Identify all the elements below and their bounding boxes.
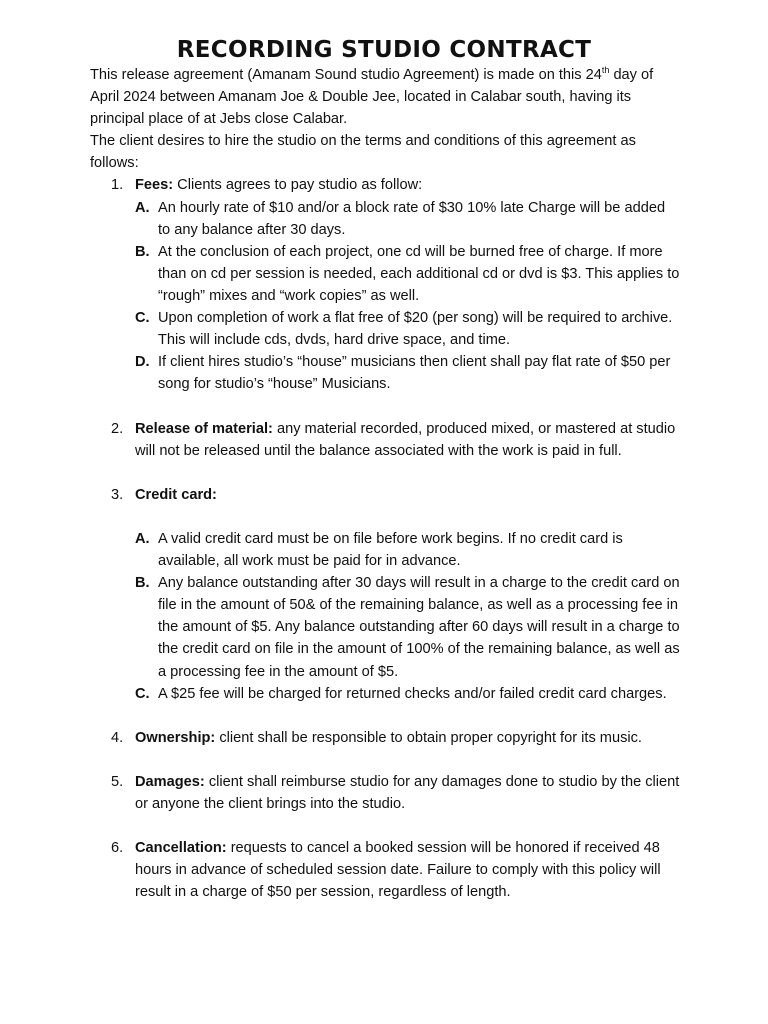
term-number: 4. [111,729,124,746]
sub-item [135,307,680,351]
sub-item-letter: B. [135,243,150,260]
term-number: 3. [111,486,124,503]
document-title: RECORDING STUDIO CONTRACT [176,37,592,63]
term-description: Clients agrees to pay studio as follow: [173,177,423,194]
sub-item [135,197,680,241]
term-heading: Release of material: [135,420,273,437]
term-description: any material recorded, produced mixed, or mastered at studio will not be released until the balance associated with the work is paid in full. [135,420,676,459]
intro-paragraph [90,64,680,130]
sub-item-letter: C. [135,685,150,702]
sub-item-text: At the conclusion of each project, one cd will be burned free of charge. If more than on cd per session is needed, each additional cd or dvd is $3. This applies to “rough” mixes and “work copies” as well. [158,243,680,304]
term-heading: Cancellation: [135,840,227,857]
term-release-of-material [90,418,680,484]
term-description: client shall be responsible to obtain proper copyright for its music. [215,729,642,746]
term-heading: Ownership: [135,729,216,746]
term-description: requests to cancel a booked session will be honored if received 48 hours in advance of scheduled session date. Failure to comply with this policy will result in a charge of $50 per session, regardless of length. [135,840,661,901]
term-heading: Damages: [135,774,205,790]
term-text [135,774,679,812]
sub-item-text: Upon completion of work a flat free of $20 (per song) will be required to archive. This will include cds, dvds, hard drive space, and time. [158,310,673,349]
sub-item-letter: A. [135,199,150,216]
terms-list [90,174,680,903]
contract-body [90,64,680,904]
sub-item-text: Any balance outstanding after 30 days will result in a charge to the credit card on file in the amount of 50& of the remaining balance, as well as a processing fee in the amount of $5. Any balance outstanding after 60 days will result in a charge to the credit card on file in the amount of 100% of the remaining balance, as well as a processing fee in the amount of $5. [158,575,680,680]
credit-card-sublist [135,528,680,705]
term-damages [90,771,680,837]
sub-item [135,241,680,307]
sub-item-letter: C. [135,310,150,327]
intro-text-start: This release agreement (Amanam Sound studio Agreement) is made on this 24 [90,67,602,83]
term-credit-card [90,484,680,727]
term-text [135,840,661,900]
fees-sublist [135,197,680,396]
term-cancellation [90,837,680,903]
term-description: client shall reimburse studio for any damages done to studio by the client or anyone the client brings into the studio. [135,774,680,813]
sub-item-text: A valid credit card must be on file before work begins. If no credit card is available, all work must be paid for in advance. [158,530,623,570]
term-fees [90,174,680,417]
term-text [135,421,675,459]
sub-item-letter: D. [135,354,150,371]
term-ownership [90,727,680,771]
sub-item [135,572,680,682]
term-text [135,730,642,746]
sub-item-text: If client hires studio’s “house” musicians then client shall pay flat rate of $50 per song for studio’s “house” Musicians. [158,354,671,393]
sub-item [135,528,680,572]
term-text [135,177,422,193]
term-number: 2. [111,420,124,437]
intro-date-suffix: th [601,65,610,76]
term-number: 5. [111,774,124,790]
sub-item-text: An hourly rate of $10 and/or a block rate of $30 10% late Charge will be added to any balance after 30 days. [158,199,666,238]
sub-item-letter: A. [135,530,150,547]
term-heading: Fees: [135,177,174,194]
sub-item [135,351,680,395]
term-number: 6. [111,840,124,857]
sub-item [135,683,680,705]
term-text [135,487,217,503]
sub-item-letter: B. [135,575,150,592]
term-heading: Credit card: [135,486,217,503]
intro-text-end: day of April 2024 between Amanam Joe & Double Jee, located in Calabar south, having its principal place of at Jebs close Calabar. [90,67,654,128]
sub-item-text: A $25 fee will be charged for returned checks and/or failed credit card charges. [158,685,667,702]
purpose-paragraph: The client desires to hire the studio on the terms and conditions of this agreement as follows: [90,133,636,172]
term-number: 1. [111,177,124,194]
